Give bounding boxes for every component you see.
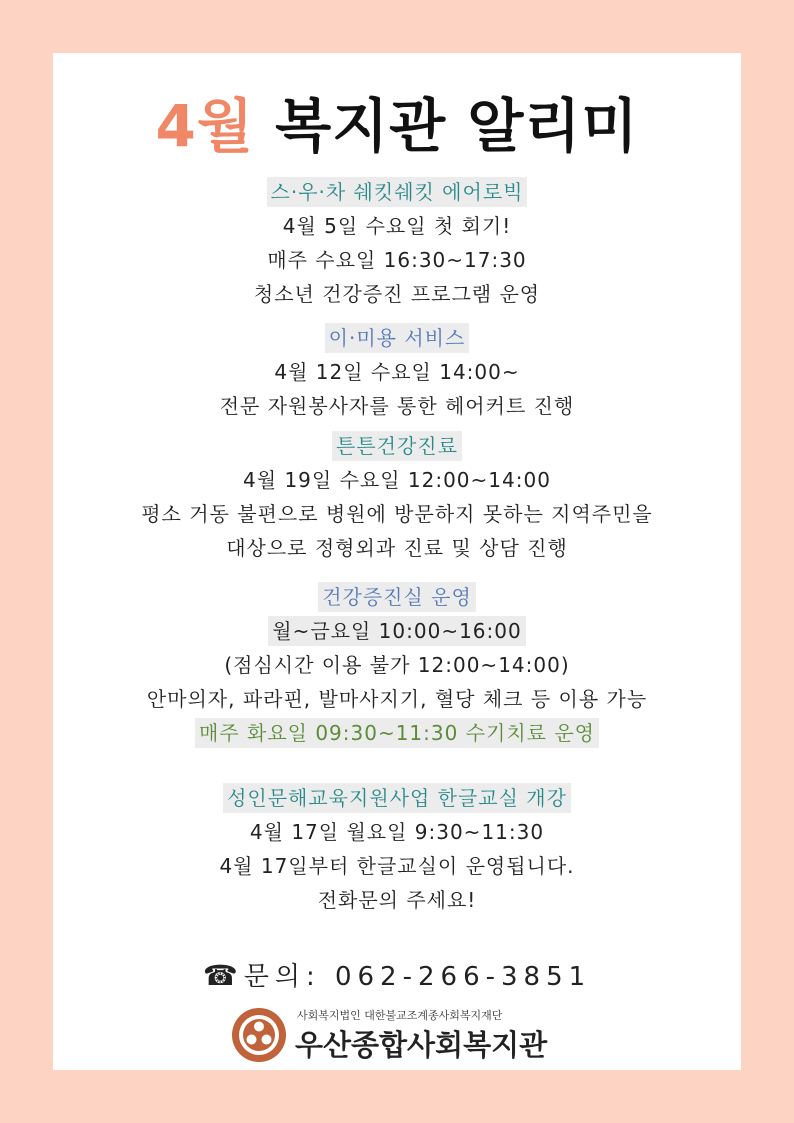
- section-line: 평소 거동 불편으로 병원에 방문하지 못하는 지역주민을: [141, 502, 653, 526]
- section-heading: 이·미용 서비스: [325, 323, 470, 353]
- section-heading: 튼튼건강진료: [332, 431, 462, 461]
- phone-icon: ☎: [202, 959, 238, 992]
- section-heading: 스·우·차 쉐킷쉐킷 에어로빅: [267, 177, 528, 207]
- section-line: 대상으로 정형외과 진료 및 상담 진행: [226, 536, 568, 560]
- section-aerobics: [53, 175, 741, 311]
- section-line: 4월 17일 월요일 9:30~11:30: [249, 820, 545, 844]
- section-line: 매주 수요일 16:30~17:30: [267, 248, 527, 272]
- contact-line: [53, 956, 741, 993]
- org-name: 우산종합사회복지관: [295, 1028, 548, 1062]
- title-month: 4월: [155, 92, 254, 160]
- org-logo: [231, 1003, 561, 1065]
- contact-text: 문의: 062-266-3851: [243, 962, 592, 992]
- section-literacy: [53, 781, 741, 917]
- section-heading: 성인문해교육지원사업 한글교실 개강: [223, 783, 571, 813]
- section-note: 매주 화요일 09:30~11:30 수기치료 운영: [195, 718, 599, 748]
- section-line: 4월 12일 수요일 14:00~: [274, 360, 520, 384]
- notice-card: [53, 53, 741, 1070]
- section-clinic: [53, 429, 741, 565]
- section-heading: 건강증진실 운영: [318, 582, 476, 612]
- org-emblem-icon: [231, 1007, 287, 1063]
- section-line: 월~금요일 10:00~16:00: [268, 616, 525, 646]
- section-line: 안마의자, 파라핀, 발마사지기, 혈당 체크 등 이용 가능: [146, 687, 648, 711]
- section-line: (점심시간 이용 불가 12:00~14:00): [224, 653, 570, 677]
- section-line: 전문 자원봉사자를 통한 헤어커트 진행: [219, 394, 575, 418]
- section-line: 청소년 건강증진 프로그램 운영: [253, 282, 541, 306]
- section-line: 4월 19일 수요일 12:00~14:00: [243, 468, 551, 492]
- page-title: [53, 91, 741, 161]
- section-health-room: [53, 580, 741, 750]
- section-line: 4월 5일 수요일 첫 회기!: [282, 214, 512, 238]
- section-line: 4월 17일부터 한글교실이 운영됩니다.: [219, 854, 575, 878]
- org-subtitle: 사회복지법인 대한불교조계종사회복지재단: [297, 1009, 503, 1022]
- title-main: 복지관 알리미: [275, 92, 639, 160]
- section-beauty: [53, 321, 741, 423]
- section-line: 전화문의 주세요!: [317, 888, 477, 912]
